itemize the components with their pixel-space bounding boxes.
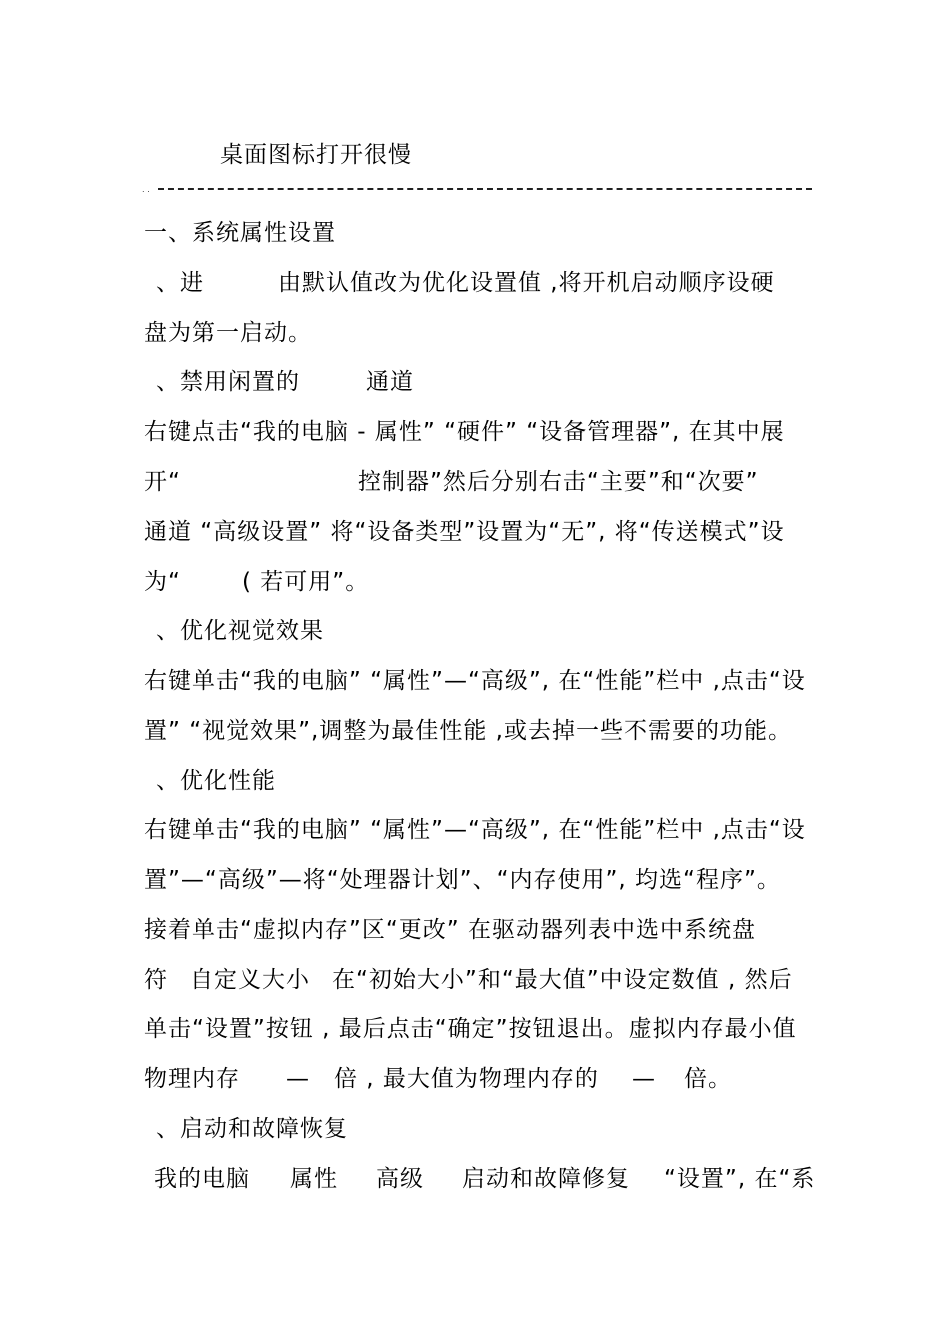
line-text: 置” “视觉效果”,调整为最佳性能 ,或去掉一些不需要的功能。 — [144, 718, 792, 744]
line-text: 一、系统属性设置 — [144, 220, 336, 246]
line-text: 右键点击“我的电脑 - 属性” “硬件” “设备管理器”, 在其中展 — [144, 419, 785, 445]
line-text: 、启动和故障恢复 — [156, 1116, 348, 1142]
document-title: 桌面图标打开很慢 — [220, 142, 412, 168]
line-text: ( 若可用”。 — [242, 569, 370, 595]
line-text: 启动和故障修复 — [462, 1166, 630, 1192]
divider-line — [158, 188, 812, 190]
line-text: — — [286, 1066, 310, 1092]
line-text: 、优化性能 — [156, 768, 276, 794]
title-divider — [142, 186, 812, 192]
line-text: 倍。 — [684, 1066, 732, 1092]
line-text: “设置”, 在“系 — [664, 1166, 816, 1192]
line-text: 我的电脑 — [154, 1166, 250, 1192]
line-text: 控制器”然后分别右击“主要”和“次要” — [358, 469, 759, 495]
line-text: 自定义大小 — [190, 967, 310, 993]
line-text: 倍 , 最大值为物理内存的 — [334, 1066, 599, 1092]
line-text: 、进 — [156, 270, 204, 296]
line-text: 符 — [144, 967, 168, 993]
line-text: 单击“设置”按钮 , 最后点击“确定”按钮退出。虚拟内存最小值 — [144, 1016, 797, 1042]
divider-dots: . . — [142, 185, 150, 194]
line-text: 为“ — [144, 569, 181, 595]
line-text: 通道 “高级设置” 将“设备类型”设置为“无”, 将“传送模式”设 — [144, 519, 785, 545]
line-text: 由默认值改为优化设置值 ,将开机启动顺序设硬 — [278, 270, 775, 296]
line-text: — — [632, 1066, 656, 1092]
line-text: 在“初始大小”和“最大值”中设定数值 , 然后 — [332, 967, 793, 993]
line-text: 、优化视觉效果 — [156, 618, 324, 644]
line-text: 盘为第一启动。 — [144, 320, 312, 346]
line-text: 开“ — [144, 469, 181, 495]
line-text: 物理内存 — [144, 1066, 240, 1092]
line-text: 置”—“高级”—将“处理器计划”、“内存使用”, 均选“程序”。 — [144, 867, 781, 893]
line-text: 右键单击“我的电脑” “属性”—“高级”, 在“性能”栏中 ,点击“设 — [144, 817, 806, 843]
line-text: 属性 — [290, 1166, 338, 1192]
line-text: 、禁用闲置的 — [156, 369, 300, 395]
line-text: 通道 — [366, 369, 414, 395]
line-text: 高级 — [376, 1166, 424, 1192]
line-text: 右键单击“我的电脑” “属性”—“高级”, 在“性能”栏中 ,点击“设 — [144, 668, 806, 694]
line-text: 接着单击“虚拟内存”区“更改” 在驱动器列表中选中系统盘 — [144, 917, 756, 943]
